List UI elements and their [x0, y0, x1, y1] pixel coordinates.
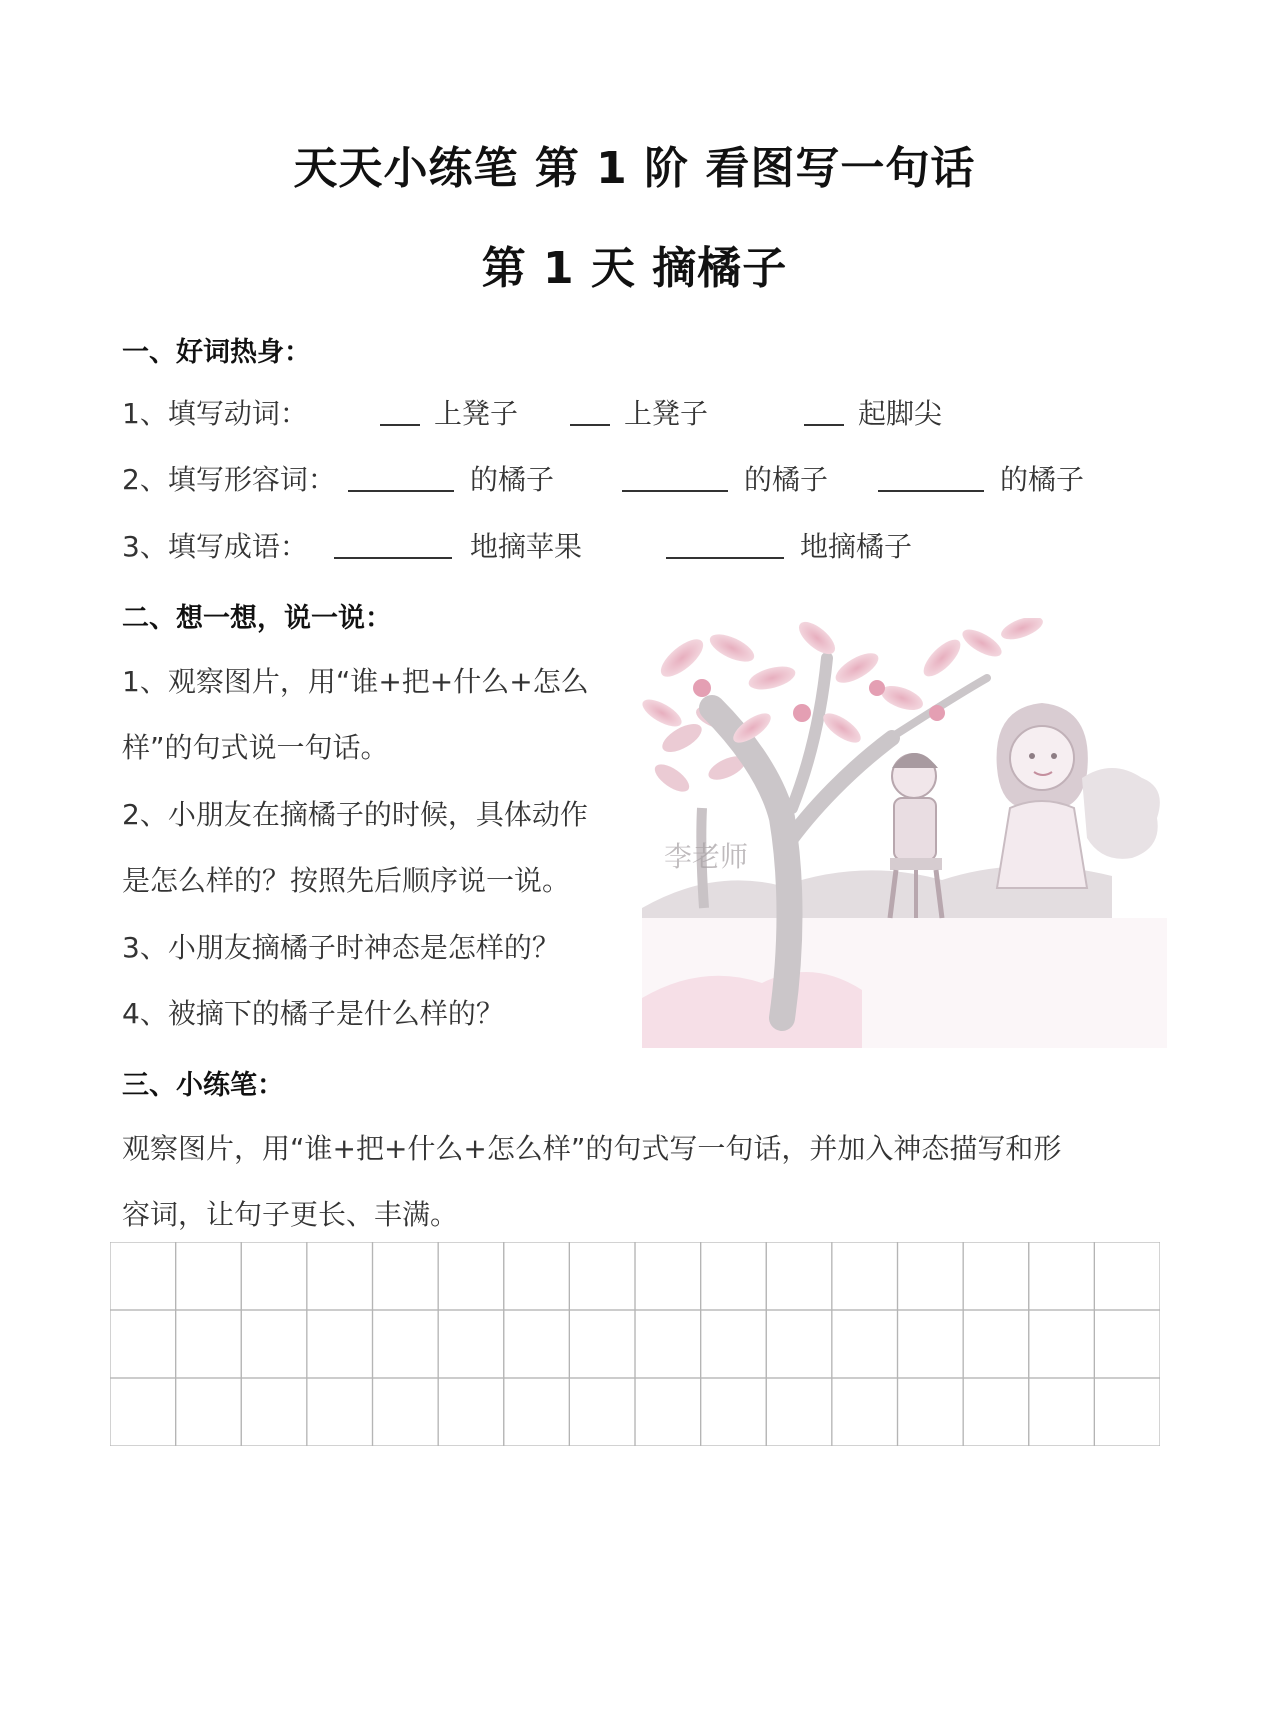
grid-cell[interactable] — [569, 1310, 635, 1378]
q2-item-3: 的橘子 — [1000, 463, 1085, 496]
picture-watermark: 李老师 — [664, 840, 749, 873]
think-line-4: 是怎么样的？按照先后顺序说一说。 — [122, 864, 571, 897]
q2-item-2: 的橘子 — [744, 463, 829, 496]
grid-cell[interactable] — [307, 1310, 373, 1378]
q2-label: 2、填写形容词： — [122, 463, 336, 496]
q1-label: 1、填写动词： — [122, 397, 308, 430]
q3-blank-1[interactable] — [334, 531, 452, 559]
q2-item-1: 的橘子 — [470, 463, 555, 496]
grid-cell[interactable] — [963, 1378, 1029, 1446]
grid-cell[interactable] — [701, 1310, 767, 1378]
q1-item-2: 上凳子 — [624, 397, 709, 430]
grid-cell[interactable] — [635, 1378, 701, 1446]
q2-blank-2[interactable] — [622, 464, 728, 492]
grid-cell[interactable] — [1094, 1242, 1160, 1310]
grid-cell[interactable] — [1029, 1378, 1095, 1446]
think-line-2: 样”的句式说一句话。 — [122, 731, 389, 764]
page-subtitle: 第 1 天 摘橘子 — [481, 243, 788, 294]
grid-cell[interactable] — [832, 1310, 898, 1378]
q3-blank-2[interactable] — [666, 531, 784, 559]
section-heading-think: 二、想一想，说一说： — [122, 603, 392, 634]
q3-item-1: 地摘苹果 — [470, 530, 583, 563]
grid-cell[interactable] — [635, 1310, 701, 1378]
grid-cell[interactable] — [766, 1310, 832, 1378]
section-heading-practice: 三、小练笔： — [122, 1070, 284, 1101]
grid-cell[interactable] — [110, 1242, 176, 1310]
grid-cell[interactable] — [766, 1378, 832, 1446]
q1-blank-1[interactable] — [380, 398, 420, 426]
practice-line-2: 容词，让句子更长、丰满。 — [122, 1198, 459, 1231]
grid-cell[interactable] — [241, 1242, 307, 1310]
q1-blank-3[interactable] — [804, 398, 844, 426]
writing-grid[interactable] — [110, 1242, 1160, 1446]
grid-cell[interactable] — [504, 1310, 570, 1378]
q3-label: 3、填写成语： — [122, 530, 308, 563]
think-line-6: 4、被摘下的橘子是什么样的？ — [122, 997, 504, 1030]
think-line-3: 2、小朋友在摘橘子的时候，具体动作 — [122, 798, 588, 831]
q3-item-2: 地摘橘子 — [800, 530, 913, 563]
grid-cell[interactable] — [176, 1242, 242, 1310]
grid-cell[interactable] — [241, 1378, 307, 1446]
grid-cell[interactable] — [569, 1242, 635, 1310]
grid-cell[interactable] — [701, 1242, 767, 1310]
grid-cell[interactable] — [504, 1242, 570, 1310]
grid-cell[interactable] — [373, 1242, 439, 1310]
grid-cell[interactable] — [766, 1242, 832, 1310]
grid-cell[interactable] — [569, 1378, 635, 1446]
think-line-1: 1、观察图片，用“谁+把+什么+怎么 — [122, 665, 589, 698]
grid-cell[interactable] — [373, 1378, 439, 1446]
grid-cell[interactable] — [438, 1242, 504, 1310]
grid-cell[interactable] — [963, 1242, 1029, 1310]
grid-cell[interactable] — [438, 1310, 504, 1378]
section-heading-warmup: 一、好词热身： — [122, 337, 311, 368]
grid-cell[interactable] — [373, 1310, 439, 1378]
grid-cell[interactable] — [1094, 1310, 1160, 1378]
grid-cell[interactable] — [241, 1310, 307, 1378]
page-title: 天天小练笔 第 1 阶 看图写一句话 — [293, 143, 976, 194]
grid-cell[interactable] — [832, 1378, 898, 1446]
grid-cell[interactable] — [438, 1378, 504, 1446]
grid-cell[interactable] — [307, 1378, 373, 1446]
grid-cell[interactable] — [898, 1310, 964, 1378]
grid-cell[interactable] — [1029, 1242, 1095, 1310]
q1-item-3: 起脚尖 — [858, 397, 943, 430]
grid-cell[interactable] — [1029, 1310, 1095, 1378]
think-line-5: 3、小朋友摘橘子时神态是怎样的？ — [122, 931, 560, 964]
grid-cell[interactable] — [898, 1242, 964, 1310]
grid-cell[interactable] — [1094, 1378, 1160, 1446]
grid-cell[interactable] — [176, 1310, 242, 1378]
grid-cell[interactable] — [963, 1310, 1029, 1378]
grid-cell[interactable] — [307, 1242, 373, 1310]
grid-cell[interactable] — [635, 1242, 701, 1310]
q2-blank-3[interactable] — [878, 464, 984, 492]
grid-cell[interactable] — [701, 1378, 767, 1446]
illustration-picking-oranges — [642, 618, 1167, 1048]
grid-cell[interactable] — [176, 1378, 242, 1446]
grid-cell[interactable] — [504, 1378, 570, 1446]
grid-cell[interactable] — [110, 1378, 176, 1446]
q1-blank-2[interactable] — [570, 398, 610, 426]
q2-blank-1[interactable] — [348, 464, 454, 492]
grid-cell[interactable] — [832, 1242, 898, 1310]
q1-item-1: 上凳子 — [434, 397, 519, 430]
practice-line-1: 观察图片，用“谁+把+什么+怎么样”的句式写一句话，并加入神态描写和形 — [122, 1132, 1062, 1165]
grid-cell[interactable] — [110, 1310, 176, 1378]
grid-cell[interactable] — [898, 1378, 964, 1446]
